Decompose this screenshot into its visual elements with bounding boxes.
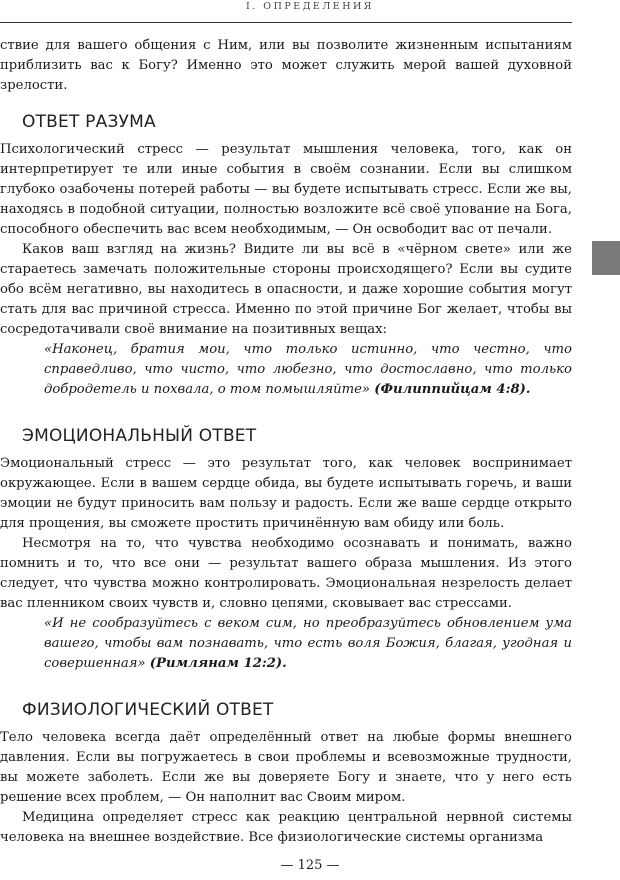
section-heading-emotional: ЭМОЦИОНАЛЬНЫЙ ОТВЕТ bbox=[22, 426, 257, 446]
emotional-quote-reference: (Римлянам 12:2). bbox=[149, 656, 287, 671]
page-body bbox=[0, 36, 572, 848]
physiological-paragraph-1: Тело человека всегда даёт определённый ответ на любые формы внешнего давления. Если вы погружаетесь в свои проблемы и всевозможные трудности, вы можете заболеть. Если же вы доверяете Богу и знаете, что у него есть решение всех проблем, — Он наполнит вас Своим миром. bbox=[0, 730, 572, 805]
emotional-quote-text: «И не сообразуйтесь с веком сим, но преобразуйтесь обновлением ума вашего, чтобы вам познавать, что есть воля Божия, благая, угодная и совершенная» bbox=[44, 616, 572, 671]
mind-scripture-quote bbox=[0, 340, 572, 400]
header-rule bbox=[0, 22, 572, 23]
section-heading-physiological: ФИЗИОЛОГИЧЕСКИЙ ОТВЕТ bbox=[22, 700, 274, 720]
mind-paragraph-2: Каков ваш взгляд на жизнь? Видите ли вы всё в «чёрном свете» или же стараетесь замечать положительные стороны происходящего? Если вы судите обо всём негативно, вы находитесь в опасности, и даже хорошие события могут стать для вас причиной стресса. Именно по этой причине Бог желает, чтобы вы сосредотачивали своё внимание на позитивных вещах: bbox=[0, 242, 572, 337]
mind-paragraph-1: Психологический стресс — результат мышления человека, того, как он интерпретирует те или иные события в своём сознании. Если вы слишком глубоко озабочены потерей работы — вы будете испытывать стресс. Если же вы, находясь в подобной ситуации, полностью возложите всё своё упование на Бога, способного обеспечить вас всем необходимым, — Он освободит вас от печали. bbox=[0, 142, 572, 237]
page-number: — 125 — bbox=[280, 858, 340, 873]
physiological-paragraph-2: Медицина определяет стресс как реакцию центральной нервной системы человека на внешнее воздействие. Все физиологические системы организма bbox=[0, 810, 572, 845]
mind-quote-text: «Наконец, братия мои, что только истинно, что честно, что справедливо, что чисто, что любезно, что достославно, что только добродетель и похвала, о том помышляйте» bbox=[44, 342, 572, 397]
emotional-paragraph-2: Несмотря на то, что чувства необходимо осознавать и понимать, важно помнить и то, что все они — результат вашего образа мышления. Из этого следует, что чувства можно контролировать. Эмоциональная незрелость делает вас пленником своих чувств и, словно цепями, сковывает вас стрессами. bbox=[0, 536, 572, 611]
mind-quote-reference: (Филиппийцам 4:8). bbox=[374, 382, 531, 397]
chapter-thumb-tab bbox=[592, 241, 620, 275]
running-head: I. ОПРЕДЕЛЕНИЯ bbox=[246, 1, 374, 12]
emotional-scripture-quote bbox=[0, 614, 572, 674]
emotional-paragraph-1: Эмоциональный стресс — это результат того, как человек воспринимает окружающее. Если в вашем сердце обида, вы будете испытывать горечь, и ваши эмоции не будут приносить вам пользу и радость. Если же ваше сердце открыто для прощения, вы сможете простить причинённую вам обиду или боль. bbox=[0, 456, 572, 531]
section-heading-mind: ОТВЕТ РАЗУМА bbox=[22, 112, 156, 132]
intro-paragraph: ствие для вашего общения с Ним, или вы позволите жизненным испытаниям приблизить вас к Богу? Именно это может служить мерой вашей духовной зрелости. bbox=[0, 38, 572, 93]
